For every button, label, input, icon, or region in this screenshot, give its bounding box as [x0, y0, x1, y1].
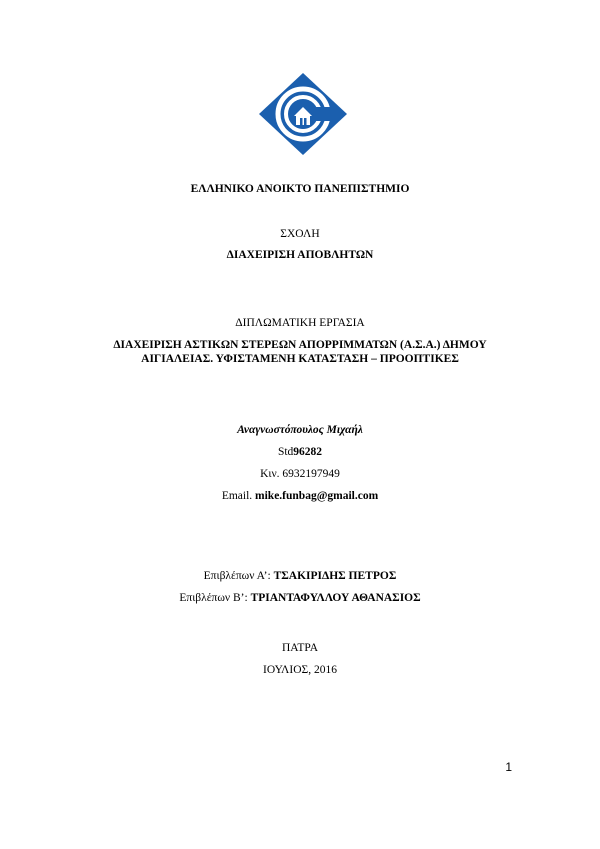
- email-address: mike.funbag@gmail.com: [255, 490, 379, 502]
- email-line: [0, 489, 600, 503]
- phone-label: Κιν.: [260, 468, 280, 480]
- author-name: Αναγνωστόπουλος Μιχαήλ: [237, 424, 363, 436]
- supervisor-a-name: ΤΣΑΚΙΡΙΔΗΣ ΠΕΤΡΟΣ: [273, 570, 397, 582]
- university-name: ΕΛΛΗΝΙΚΟ ΑΝΟΙΚΤΟ ΠΑΝΕΠΙΣΤΗΜΙΟ: [190, 183, 410, 195]
- school-name: ΔΙΑΧΕΙΡΙΣΗ ΑΠΟΒΛΗΤΩΝ: [226, 249, 374, 261]
- supervisor-a: [0, 569, 600, 583]
- email-label: Email.: [221, 490, 253, 502]
- date: ΙΟΥΛΙΟΣ, 2016: [263, 664, 337, 676]
- thesis-title-line-1: ΔΙΑΧΕΙΡΙΣΗ ΑΣΤΙΚΩΝ ΣΤΕΡΕΩΝ ΑΠΟΡΡΙΜΜΑΤΩΝ (Α.Σ.Α.) ΔΗΜΟΥ: [113, 339, 487, 351]
- school-label: ΣΧΟΛΗ: [280, 228, 320, 240]
- supervisor-a-label: Επιβλέπων Α’:: [203, 570, 271, 582]
- student-id-prefix: Std: [277, 446, 294, 458]
- thesis-label: ΔΙΠΛΩΜΑΤΙΚΗ ΕΡΓΑΣΙΑ: [235, 317, 365, 329]
- city: ΠΑΤΡΑ: [281, 642, 319, 654]
- student-id: [0, 445, 600, 459]
- thesis-title-line-2: ΑΙΓΙΑΛΕΙΑΣ. ΥΦΙΣΤΑΜΕΝΗ ΚΑΤΑΣΤΑΣΗ – ΠΡΟΟΠΤΙΚΕΣ: [141, 353, 459, 365]
- supervisor-b: [0, 591, 600, 605]
- supervisor-b-label: Επιβλέπων Β’:: [179, 592, 248, 604]
- page-number: 1: [505, 760, 512, 774]
- phone-line: [0, 467, 600, 481]
- student-id-number: 96282: [293, 446, 323, 458]
- university-logo-icon: [258, 72, 348, 156]
- supervisor-b-name: ΤΡΙΑΝΤΑΦΥΛΛΟΥ ΑΘΑΝΑΣΙΟΣ: [250, 592, 421, 604]
- phone-number: 6932197949: [282, 468, 340, 480]
